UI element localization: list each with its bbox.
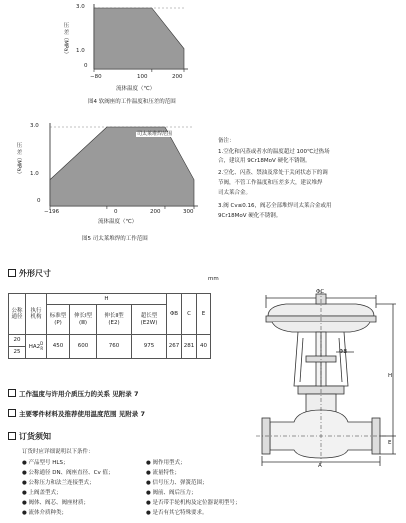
val-phiB: 267 xyxy=(167,335,182,359)
chart-1-ytick-1: 1.0 xyxy=(76,48,85,54)
val-ext2: 760 xyxy=(97,335,132,359)
valve-drawing xyxy=(236,286,406,471)
order-item: ● 产品型号 HLS； xyxy=(22,460,69,466)
notes-line-2: 合，建议用 9Cr18MoV 硬化不锈钢。 xyxy=(218,158,311,164)
chart-2-xtick-200: 200 xyxy=(150,209,161,215)
chart-2-ytick-0: 0 xyxy=(37,198,41,204)
checkbox-icon xyxy=(8,269,16,277)
section-order: 订货须知 xyxy=(8,432,51,441)
chart-1-xtick-m80: −80 xyxy=(90,74,102,80)
chart-1-ytick-3: 3.0 xyxy=(76,4,85,10)
order-intro: 订货时应详细说明以下条件： xyxy=(22,449,94,455)
val-C: 281 xyxy=(182,335,197,359)
unit-label: mm xyxy=(208,276,219,282)
chart-2-ylabel: 压 差（MPa） xyxy=(15,142,22,177)
val-std: 450 xyxy=(47,335,70,359)
order-item: ● 流量特性； xyxy=(146,470,181,476)
header-H: H xyxy=(47,294,167,305)
header-ext1: 伸长Ⅰ型 (Ⅲ) xyxy=(70,305,97,335)
drawing-label-H: H xyxy=(388,373,393,379)
chart-2-ytick-3: 3.0 xyxy=(30,123,39,129)
val-ext1: 600 xyxy=(70,335,97,359)
checkbox-icon xyxy=(8,432,16,440)
chart-2 xyxy=(0,0,406,250)
order-item: ● 信号压力、弹簧范围； xyxy=(146,480,208,486)
section-temp-pressure: 工作温度与许用介质压力的关系 见附录 7 xyxy=(8,389,139,398)
header-phiB: ΦB xyxy=(167,294,182,335)
chart-2-ytick-1: 1.0 xyxy=(30,171,39,177)
checkbox-icon xyxy=(8,409,16,417)
row-25: 25 xyxy=(9,347,26,359)
actuator-cell: HA2D R xyxy=(26,335,47,359)
order-item: ● 流体介质种类； xyxy=(22,510,68,516)
header-nominal: 公称 通径 xyxy=(9,294,26,335)
chart-1-ylabel: 压 差（MPa） xyxy=(62,22,69,57)
header-E: E xyxy=(197,294,211,335)
area-series xyxy=(50,127,194,206)
order-item: ● 阀前、阀后压力； xyxy=(146,490,197,496)
val-long: 975 xyxy=(132,335,167,359)
chart-2-legend: 司太莱堆焊范围 xyxy=(137,131,173,137)
row-20: 20 xyxy=(9,335,26,347)
chart-2-xlabel: 流体温度（℃） xyxy=(98,219,138,225)
order-item: ● 是否带手轮机构及定位器说明型号； xyxy=(146,500,241,506)
notes-line-4: 节阀，不管工作温度和压差多大，建议堆焊 xyxy=(218,180,323,186)
chart-2-xtick-m196: −196 xyxy=(44,209,60,215)
order-item: ● 上阀盖型式； xyxy=(22,490,62,496)
header-actuator: 执行 机构 xyxy=(26,294,47,335)
drawing-label-E: E xyxy=(388,440,392,446)
chart-1-ytick-0: 0 xyxy=(84,63,88,69)
val-E: 40 xyxy=(197,335,211,359)
chart-2-xtick-300: 300 xyxy=(183,209,194,215)
chart-1-caption: 图4 软阀座的工作温度和压差的范围 xyxy=(88,99,176,105)
chart-1-xtick-200: 200 xyxy=(172,74,183,80)
header-std: 标准型 (P) xyxy=(47,305,70,335)
order-item: ● 公称通径 DN、阀座直径、Cv 值； xyxy=(22,470,114,476)
header-ext2: 伸长Ⅱ型 (E2) xyxy=(97,305,132,335)
section-materials: 主要零件材料及推荐使用温度范围 见附录 7 xyxy=(8,409,145,418)
notes-line-6: 3.阀 Cv≤0.16，阀芯全部堆焊司太莱合金或用 xyxy=(218,203,332,209)
order-item: ● 公称压力和法兰连接型式； xyxy=(22,480,95,486)
notes-line-1: 1.空化和闪蒸或者水的温度超过 100℃过热场 xyxy=(218,149,330,155)
drawing-label-phiB: ΦB xyxy=(339,349,348,355)
header-long: 超长型 (E2W) xyxy=(132,305,167,335)
order-item: ● 是否有其它特殊要求。 xyxy=(146,510,208,516)
dimensions-table xyxy=(8,293,211,359)
order-item: ● 阀体、阀芯、阀座材质； xyxy=(22,500,90,506)
drawing-label-A: A xyxy=(318,463,322,469)
drawing-label-phiC: ΦC xyxy=(316,289,325,295)
order-item: ● 阀作用型式； xyxy=(146,460,186,466)
chart-1-xlabel: 流体温度（℃） xyxy=(116,86,156,92)
notes-line-5: 司太莱合金。 xyxy=(218,190,252,196)
chart-2-xtick-0: 0 xyxy=(114,209,118,215)
notes-line-3: 2.空化、闪蒸、禁油及常处于关闭状态下的调 xyxy=(218,170,328,176)
section-dimensions: 外形尺寸 xyxy=(8,269,51,278)
checkbox-icon xyxy=(8,389,16,397)
notes-line-7: 9Cr18MoV 硬化不锈钢。 xyxy=(218,213,282,219)
header-C: C xyxy=(182,294,197,335)
chart-2-caption: 图5 司太莱堆焊的工作范围 xyxy=(82,236,148,242)
notes-title: 备注： xyxy=(218,138,235,144)
chart-1-xtick-100: 100 xyxy=(137,74,148,80)
